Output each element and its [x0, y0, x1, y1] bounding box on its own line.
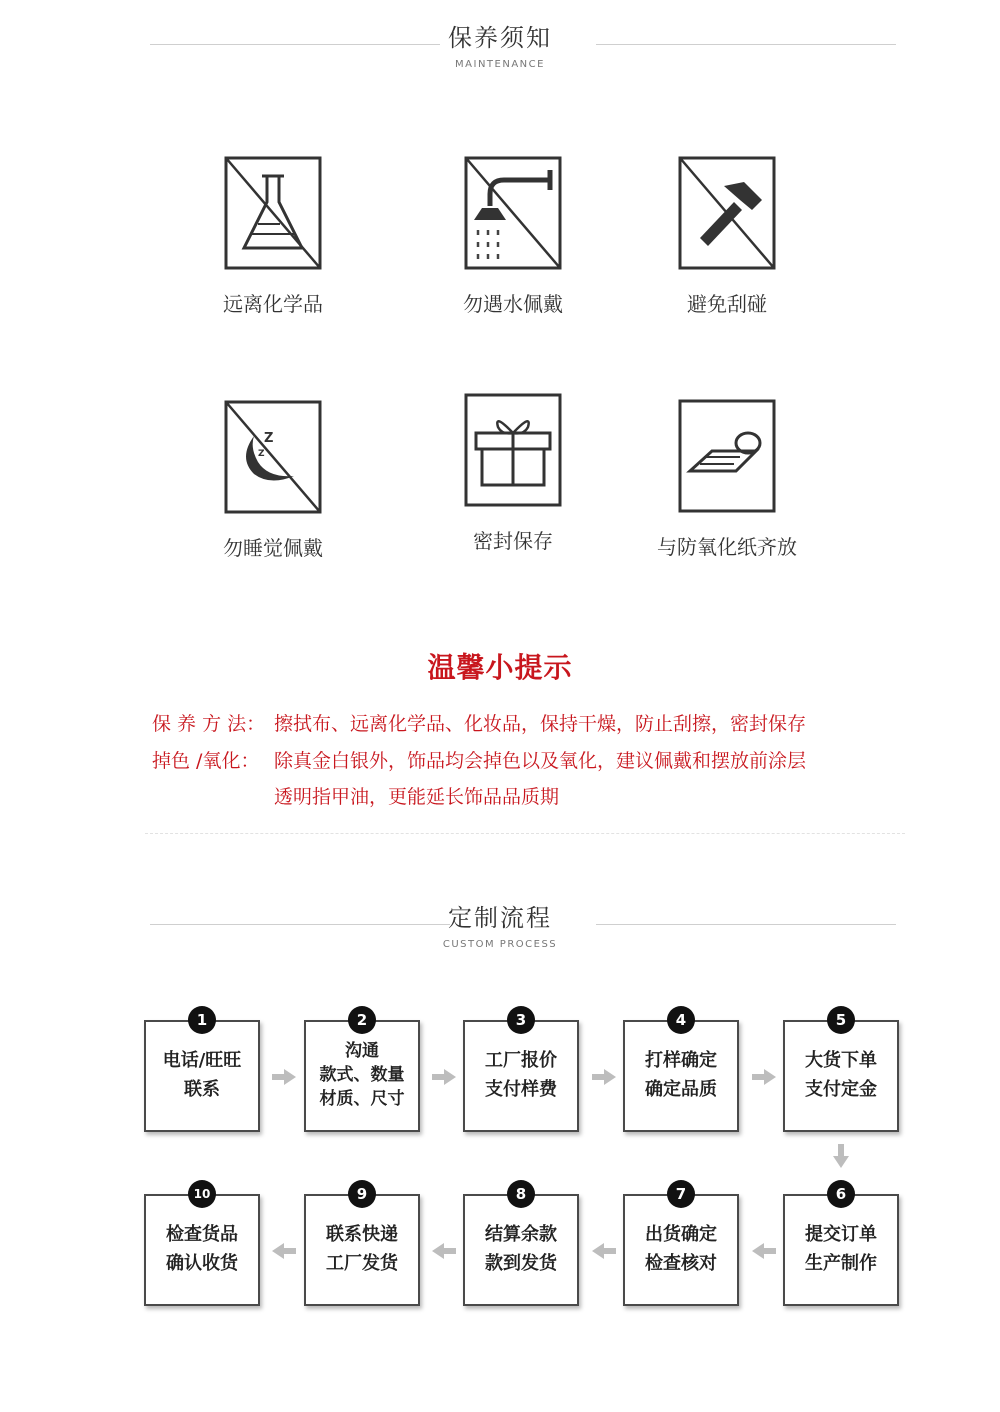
process-subtitle: CUSTOM PROCESS — [442, 939, 558, 950]
divider — [145, 833, 905, 834]
step-line: 款式、数量 — [319, 1065, 405, 1086]
tip-row-oxidation — [152, 746, 806, 773]
gift-box-icon — [464, 393, 562, 507]
step-badge: 4 — [667, 1006, 695, 1034]
arrow-right-icon — [752, 1069, 776, 1085]
step-badge: 8 — [507, 1180, 535, 1208]
maintenance-label: 勿睡觉佩戴 — [223, 536, 323, 560]
step-line: 打样确定 — [645, 1050, 717, 1072]
step-line: 确定品质 — [645, 1079, 717, 1100]
step-badge: 9 — [348, 1180, 376, 1208]
step-line: 支付样费 — [485, 1079, 557, 1100]
shower-icon — [464, 156, 562, 270]
arrow-left-icon — [272, 1243, 296, 1259]
arrow-right-icon — [272, 1069, 296, 1085]
step-line: 联系 — [184, 1079, 220, 1100]
step-badge: 2 — [348, 1006, 376, 1034]
step-badge: 5 — [827, 1006, 855, 1034]
paper-roll-icon — [678, 399, 776, 513]
maintenance-header — [0, 18, 1000, 70]
process-header — [0, 898, 1000, 950]
step-line: 大货下单 — [805, 1050, 877, 1072]
tip-key: 保 养 方 法： — [152, 713, 266, 735]
arrow-right-icon — [592, 1069, 616, 1085]
step-badge: 6 — [827, 1180, 855, 1208]
step-badge: 7 — [667, 1180, 695, 1208]
step-line: 材质、尺寸 — [319, 1088, 405, 1109]
maintenance-label: 远离化学品 — [223, 292, 323, 316]
maintenance-item-water — [403, 156, 623, 317]
tips-title: 温馨小提示 — [427, 651, 573, 684]
process-step-1 — [144, 1020, 260, 1132]
arrow-down-icon — [833, 1144, 849, 1168]
tip-key: 掉色 /氧化： — [152, 750, 260, 772]
tip-value: 擦拭布、远离化学品、化妆品，保持干燥，防止刮擦，密封保存 — [274, 713, 807, 735]
arrow-left-icon — [592, 1243, 616, 1259]
step-line: 联系快递 — [326, 1224, 398, 1246]
step-badge: 1 — [188, 1006, 216, 1034]
step-line: 提交订单 — [805, 1224, 877, 1246]
step-line: 生产制作 — [805, 1253, 877, 1274]
tip-row-continuation — [274, 782, 559, 809]
arrow-left-icon — [432, 1243, 456, 1259]
step-line: 款到发货 — [485, 1253, 557, 1274]
step-badge: 3 — [507, 1006, 535, 1034]
process-step-2 — [304, 1020, 420, 1132]
hammer-icon — [678, 156, 776, 270]
maintenance-item-sleep — [163, 400, 383, 561]
maintenance-item-chemicals — [163, 156, 383, 317]
maintenance-item-sealed — [403, 393, 623, 554]
step-line: 沟通 — [345, 1041, 379, 1062]
process-step-8 — [463, 1194, 579, 1306]
process-step-4 — [623, 1020, 739, 1132]
step-line: 支付定金 — [805, 1079, 877, 1100]
maintenance-label: 与防氧化纸齐放 — [657, 535, 797, 559]
maintenance-label: 密封保存 — [473, 529, 553, 553]
process-step-7 — [623, 1194, 739, 1306]
svg-text:Z: Z — [264, 431, 274, 446]
step-line: 出货确定 — [645, 1224, 717, 1246]
moon-sleep-icon — [224, 400, 322, 514]
step-line: 电话/旺旺 — [162, 1050, 242, 1072]
maintenance-subtitle: MAINTENANCE — [455, 59, 545, 70]
arrow-left-icon — [752, 1243, 776, 1259]
maintenance-label: 避免刮碰 — [687, 292, 767, 316]
maintenance-label: 勿遇水佩戴 — [463, 292, 563, 316]
step-line: 检查核对 — [645, 1253, 717, 1274]
step-badge: 10 — [188, 1180, 216, 1208]
flask-icon — [224, 156, 322, 270]
tip-value: 透明指甲油，更能延长饰品品质期 — [274, 786, 560, 808]
tip-row-care — [152, 709, 806, 736]
step-line: 确认收货 — [166, 1253, 238, 1274]
svg-text:Z: Z — [258, 449, 265, 459]
process-step-9 — [304, 1194, 420, 1306]
process-title: 定制流程 — [448, 904, 552, 932]
maintenance-item-paper — [617, 399, 837, 560]
maintenance-title: 保养须知 — [448, 24, 552, 52]
process-step-10 — [144, 1194, 260, 1306]
step-line: 工厂报价 — [485, 1050, 557, 1072]
step-line: 检查货品 — [166, 1224, 238, 1246]
step-line: 工厂发货 — [326, 1253, 398, 1274]
arrow-right-icon — [432, 1069, 456, 1085]
process-step-5 — [783, 1020, 899, 1132]
process-step-3 — [463, 1020, 579, 1132]
tip-value: 除真金白银外，饰品均会掉色以及氧化，建议佩戴和摆放前涂层 — [274, 750, 807, 772]
maintenance-item-scratch — [617, 156, 837, 317]
step-line: 结算余款 — [485, 1224, 557, 1246]
process-step-6 — [783, 1194, 899, 1306]
